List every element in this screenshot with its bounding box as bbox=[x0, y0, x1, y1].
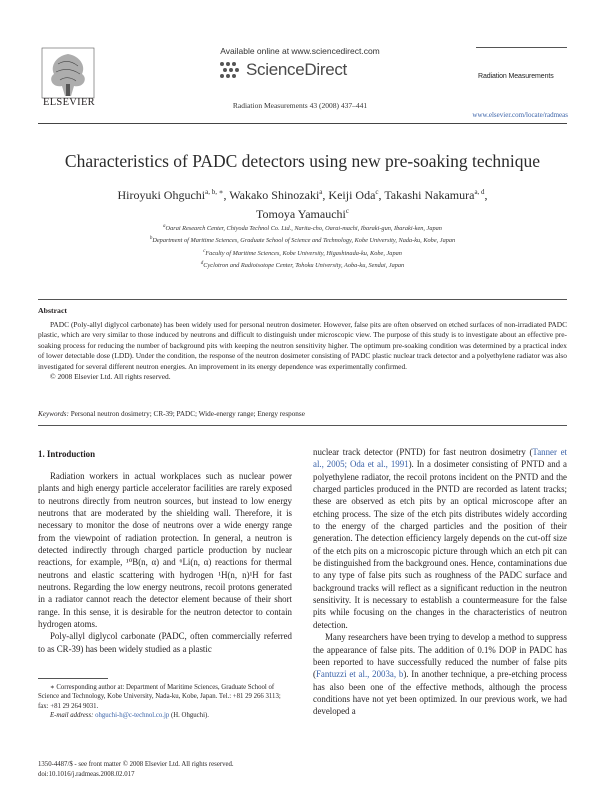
paragraph: Radiation workers in actual workplaces such as nuclear power plants and high energy particle accelerator facilities are rarely exposed to neutrons directly from neutron sources, but instead to low energy neutrons that are moderated by the shielding wall. Therefore, it is necessary to monitor the dose of neutrons over a wide energy range from the viewpoint of radiation protection. In general, a neutron is detected indirectly through charged particle production by nuclear reactions, for example, ¹⁰B(n, α) and ⁶Li(n, α) reactions for thermal neutrons and elastic scattering with hydrogen ¹H(n, n)¹H for fast neutrons. Regarding the low energy neutrons, recoil protons generated in a radiator cannot reach the detector element because of their short range. In this sense, it is desirable for the neutron detector to contain hydrogen atoms. bbox=[38, 471, 292, 630]
author: Wakako Shinozaki$^a$, bbox=[229, 188, 329, 202]
footnote bbox=[38, 683, 292, 721]
issn-line: 1350-4487/$ - see front matter © 2008 Elsevier Ltd. All rights reserved. bbox=[38, 761, 234, 768]
keywords-label: Keywords: bbox=[38, 410, 69, 418]
author: Tomoya Yamauchi$^c$ bbox=[256, 207, 349, 221]
email-line: E-mail address: ohguchi-h@c-technol.co.jp (H. Ohguchi). bbox=[50, 712, 209, 720]
doi-line: doi:10.1016/j.radmeas.2008.02.017 bbox=[38, 770, 135, 778]
left-column bbox=[38, 470, 292, 655]
paragraph: Poly-allyl diglycol carbonate (PADC, often commercially referred to as CR-39) has been widely studied as a plastic bbox=[38, 631, 292, 654]
journal-name: Radiation Measurements bbox=[478, 73, 554, 80]
section-heading: 1. Introduction bbox=[38, 449, 96, 459]
available-online-text: Available online at www.sciencedirect.com bbox=[220, 46, 380, 56]
keywords-text: Personal neutron dosimetry; CR-39; PADC; Wide-energy range; Energy response bbox=[70, 410, 305, 418]
affiliation: $^d$Cyclotron and Radioisotope Center, Tohoku University, Aoba-ku, Sendai, Japan bbox=[200, 260, 405, 269]
abstract-copyright: © 2008 Elsevier Ltd. All rights reserved. bbox=[50, 372, 171, 382]
abstract-body bbox=[38, 320, 567, 382]
citation-link[interactable]: Fantuzzi et al., 2003a, b bbox=[315, 669, 404, 680]
article-title: Characteristics of PADC detectors using new pre-soaking technique bbox=[64, 151, 541, 171]
author: Keiji Oda$^c$, bbox=[328, 188, 385, 202]
affiliation: $^c$Faculty of Maritime Sciences, Kobe University, Higashinada-ku, Kobe, Japan bbox=[203, 248, 402, 257]
paragraph: Many researchers have been trying to develop a method to suppress the appearance of false pits. The addition of 0.1% DOP in PADC has been reported to have successfully reduced the number of false pits (Fantuzzi et al., 2003a, b). In another technique, a pre-etching process has also been one of the effective methods, although the process conditions have not yet been optimized. In our previous work, we had developed a bbox=[313, 632, 567, 717]
journal-name-rule bbox=[476, 47, 567, 48]
author: Hiroyuki Ohguchi$^{a, b, ∗}$, bbox=[117, 188, 230, 202]
header-rule bbox=[38, 123, 567, 124]
footnote-rule bbox=[38, 678, 108, 679]
author: Takashi Nakamura$^{a, d}$, bbox=[384, 188, 488, 202]
journal-citation: Radiation Measurements 43 (2008) 437–441 bbox=[232, 101, 368, 110]
sciencedirect-logo-text: ScienceDirect bbox=[246, 60, 347, 79]
corresponding-author: ∗ Corresponding author at: Department of Maritime Sciences, Graduate School of Science and Technology, Kobe University, Nada-ku, Kobe, Japan. Tel.: +81 29 266 3113; fax: +81 29 264 9031. bbox=[38, 684, 281, 710]
abstract-heading: Abstract bbox=[38, 306, 68, 315]
journal-url-link[interactable]: www.elsevier.com/locate/radmeas bbox=[472, 111, 568, 119]
right-column bbox=[313, 446, 567, 718]
email-link[interactable]: ohguchi-h@c-technol.co.jp bbox=[95, 712, 170, 720]
citation-link[interactable]: Tanner et al., 2005; Oda et al., 1991 bbox=[313, 447, 567, 470]
author-list bbox=[60, 184, 545, 222]
abstract-top-rule bbox=[38, 299, 567, 300]
abstract-text: PADC (Poly-allyl diglycol carbonate) has been widely used for personal neutron dosimeter. However, false pits are often observed on etched surfaces of non-irradiated PADC plastic, which are very similar to those induced by neutrons and difficult to distinguish under microscopic view. The purpose of this study is to investigate about an effective pre-soaking process for reducing the number of background pits with keeping the neutron sensitivity higher. The optimum pre-soaking condition was determined by a practical index of lower detectable dose (LDD). Under the condition, the response of the neutron dosimeter consisting of PADC plastic nuclear track detector and a polyethylene radiator was also investigated for several different neutron energies. An improvement in its energy dependence was experimentally confirmed. bbox=[38, 320, 567, 371]
keywords bbox=[38, 410, 567, 418]
paragraph: nuclear track detector (PNTD) for fast neutron dosimetry (Tanner et al., 2005; Oda et al., 1991). In a dosimeter consisting of PNTD and a polyethylene radiator, the recoil protons incident on the PNTD and the charged particles produced in the PNTD are recorded as latent tracks; these are observed as etch pits by an optical microscope after an etching process. The size of the etch pits distributes widely according to the energy of the charged particles and the position of their generation. The detection efficiency largely depends on the cut-off size of the etch pits on a microscopic picture through which an etch pit can be distinguished from the background ones. Hence, contaminations due to any type of false pits such as roughness of the PADC surface and background tracks will reflect as a significant reduction in the neutron sensitivity. It is necessary to establish a countermeasure for the false pits while focusing on the changes in the characteristics of neutron detection. bbox=[313, 447, 567, 630]
affiliation-list bbox=[60, 222, 545, 271]
publisher-name: ELSEVIER bbox=[43, 97, 95, 108]
front-matter bbox=[38, 760, 338, 779]
abstract-bottom-rule bbox=[38, 425, 567, 426]
affiliation: $^a$Oarai Research Center, Chiyoda Technol Co. Ltd., Narita-cho, Oarai-machi, Ibaraki-gun, Ibaraki-ken, Japan bbox=[163, 224, 442, 233]
affiliation: $^b$Department of Maritime Sciences, Graduate School of Science and Technology, Kobe University, Nada-ku, Kobe, Japan bbox=[149, 236, 456, 245]
